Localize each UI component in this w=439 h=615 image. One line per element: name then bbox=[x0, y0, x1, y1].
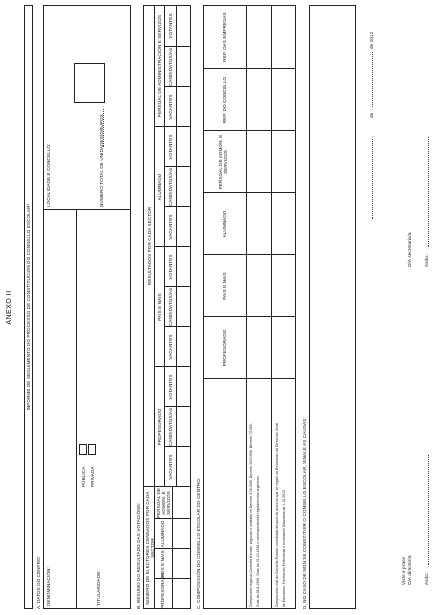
date-month-line bbox=[372, 52, 373, 107]
section-b-heading: B. RESUMO DO RESULTADO DAS VOTACIÓNS: bbox=[136, 502, 141, 609]
section-c-col-divider bbox=[203, 192, 296, 193]
section-c-heading: C. COMPOSICIÓN DO CONSELLO ESCOLAR DO CENTRO: bbox=[196, 477, 201, 609]
result-group-profesorado: PROFESORADO bbox=[157, 408, 162, 446]
asdo-director-label: Asdo.: bbox=[424, 571, 429, 585]
censo-col-profesorado: PROFESORADO bbox=[160, 572, 165, 609]
sub-votantes: VOTANTES bbox=[168, 13, 173, 39]
sub-candidatos: CANDIDATOS/AS bbox=[168, 167, 173, 207]
composicion-legal-note-line2: Orde do 28.8.1996, Orde do 21.10.1998 e correspondentes regulamentos orgánicos. bbox=[256, 475, 260, 607]
date-comma: , bbox=[369, 135, 374, 137]
composicion-legal-note: Composición legal do Consello Escolar, segundo o sinalado no Decreto 374/1996, Decreto 324/1996, Decreto 7/1999, bbox=[249, 423, 253, 607]
section-c-row-divider bbox=[271, 5, 272, 609]
resultados-header: RESULTADOS POR CADA SECTOR bbox=[147, 206, 152, 286]
composicion-real-note-line2: de Educación, Formación Profesional e Innovación Educativa do 1.10.2012. bbox=[282, 488, 286, 607]
sub-votantes: VOTANTES bbox=[168, 374, 173, 400]
localidade-label: LOCALIDADE E CONCELLO: bbox=[46, 143, 51, 207]
result-group-pais: PAIS E NAIS bbox=[157, 293, 162, 321]
sub-vacantes: VACANTES bbox=[168, 454, 173, 480]
form-title: INFORME DE SEGUIMENTO DO PROCESSO DE CONSTITUCIÓN DO CONSELLO ESCOLAR* bbox=[26, 203, 31, 411]
section-c-label-divider bbox=[203, 378, 296, 379]
asdo-secretario-label: Asdo.: bbox=[424, 253, 429, 267]
annex-title: ANEXO II bbox=[6, 290, 13, 325]
sub-candidatos: CANDIDATOS/AS bbox=[168, 287, 173, 327]
asdo-director-line bbox=[428, 455, 429, 565]
comp-col-persoal: PERSOAL DE ADMÓN. E SERVIZOS bbox=[218, 134, 228, 190]
censo-col-alumnado: ALUMNADO bbox=[160, 520, 165, 548]
sub-candidatos: CANDIDATOS/AS bbox=[168, 47, 173, 87]
date-year: de 2012 bbox=[369, 31, 374, 49]
result-group-persoal: PERSOAL DE ADMINISTRACIÓN E SERVIZOS bbox=[157, 14, 162, 118]
sub-votantes: VOTANTES bbox=[168, 254, 173, 280]
section-c-col-divider bbox=[203, 68, 296, 69]
director-label: O/A director/a bbox=[407, 555, 412, 585]
sub-vacantes: VACANTES bbox=[168, 214, 173, 240]
visto-prace-label: Visto e prace bbox=[401, 556, 406, 585]
censo-col-pais: PAIS E NAIS bbox=[160, 550, 165, 578]
unidades-dotted-line bbox=[103, 109, 104, 147]
date-de: de bbox=[369, 112, 374, 118]
section-d-box[interactable] bbox=[309, 5, 356, 609]
comp-col-pais: PAIS E NAIS bbox=[222, 272, 227, 300]
sub-vacantes: VACANTES bbox=[168, 94, 173, 120]
section-c-col-divider bbox=[203, 254, 296, 255]
comp-col-profesorado: PROFESORADO bbox=[222, 329, 227, 367]
section-d-heading: D. NO CASO DE NON SE CONSTITUÍR O CONSELLO ESCOLAR, SINALE AS CAUSAS: bbox=[302, 417, 307, 609]
publica-label: PÚBLICA bbox=[81, 466, 86, 487]
composicion-real-note: Composición real do Consello Escolar constituído despois do proceso que se regule na Resolución da Dirección Xeral bbox=[275, 422, 279, 607]
censo-header: NÚMERO DE ELECTORES CENSADOS POR CADA SECTOR bbox=[145, 491, 155, 605]
sub-vacantes: VACANTES bbox=[168, 334, 173, 360]
asdo-secretario-line bbox=[428, 137, 429, 247]
section-c-col-divider bbox=[203, 130, 296, 131]
section-a-vertical-divider bbox=[43, 209, 131, 210]
unidades-input-box[interactable] bbox=[74, 63, 105, 103]
comp-col-concello: REP. DO CONCELLO bbox=[222, 76, 227, 124]
privada-label: PRIVADA bbox=[90, 466, 95, 487]
sub-votantes: VOTANTES bbox=[168, 134, 173, 160]
result-group-alumnado: ALUMNADO bbox=[157, 173, 162, 201]
censo-colhead-divider bbox=[172, 487, 173, 609]
date-place-line bbox=[372, 139, 373, 219]
section-c-head-divider bbox=[246, 5, 247, 609]
titularidade-label: TITULARIDADE: bbox=[96, 570, 101, 606]
sub-candidatos: CANDIDATOS/AS bbox=[168, 407, 173, 447]
unidades-label: NÚMERO TOTAL DE UNIDADES/GRUPOS bbox=[99, 114, 104, 207]
section-a-horizontal-divider bbox=[76, 210, 77, 609]
privada-checkbox[interactable] bbox=[88, 444, 96, 455]
censo-col-persoal: PERSOAL DE ADMÓN. E SERVIZOS bbox=[156, 487, 171, 519]
section-a-heading: A. DATOS DO CENTRO: bbox=[36, 555, 41, 609]
comp-col-empresas: REP. DAS EMPRESAS bbox=[222, 12, 227, 62]
denominacion-label: DENOMINACIÓN: bbox=[46, 567, 51, 606]
comp-col-alumnado: ALUMNADO bbox=[222, 210, 227, 238]
publica-checkbox[interactable] bbox=[79, 444, 87, 455]
section-c-col-divider bbox=[203, 316, 296, 317]
secretario-label: O/A secretario/a bbox=[407, 232, 412, 267]
